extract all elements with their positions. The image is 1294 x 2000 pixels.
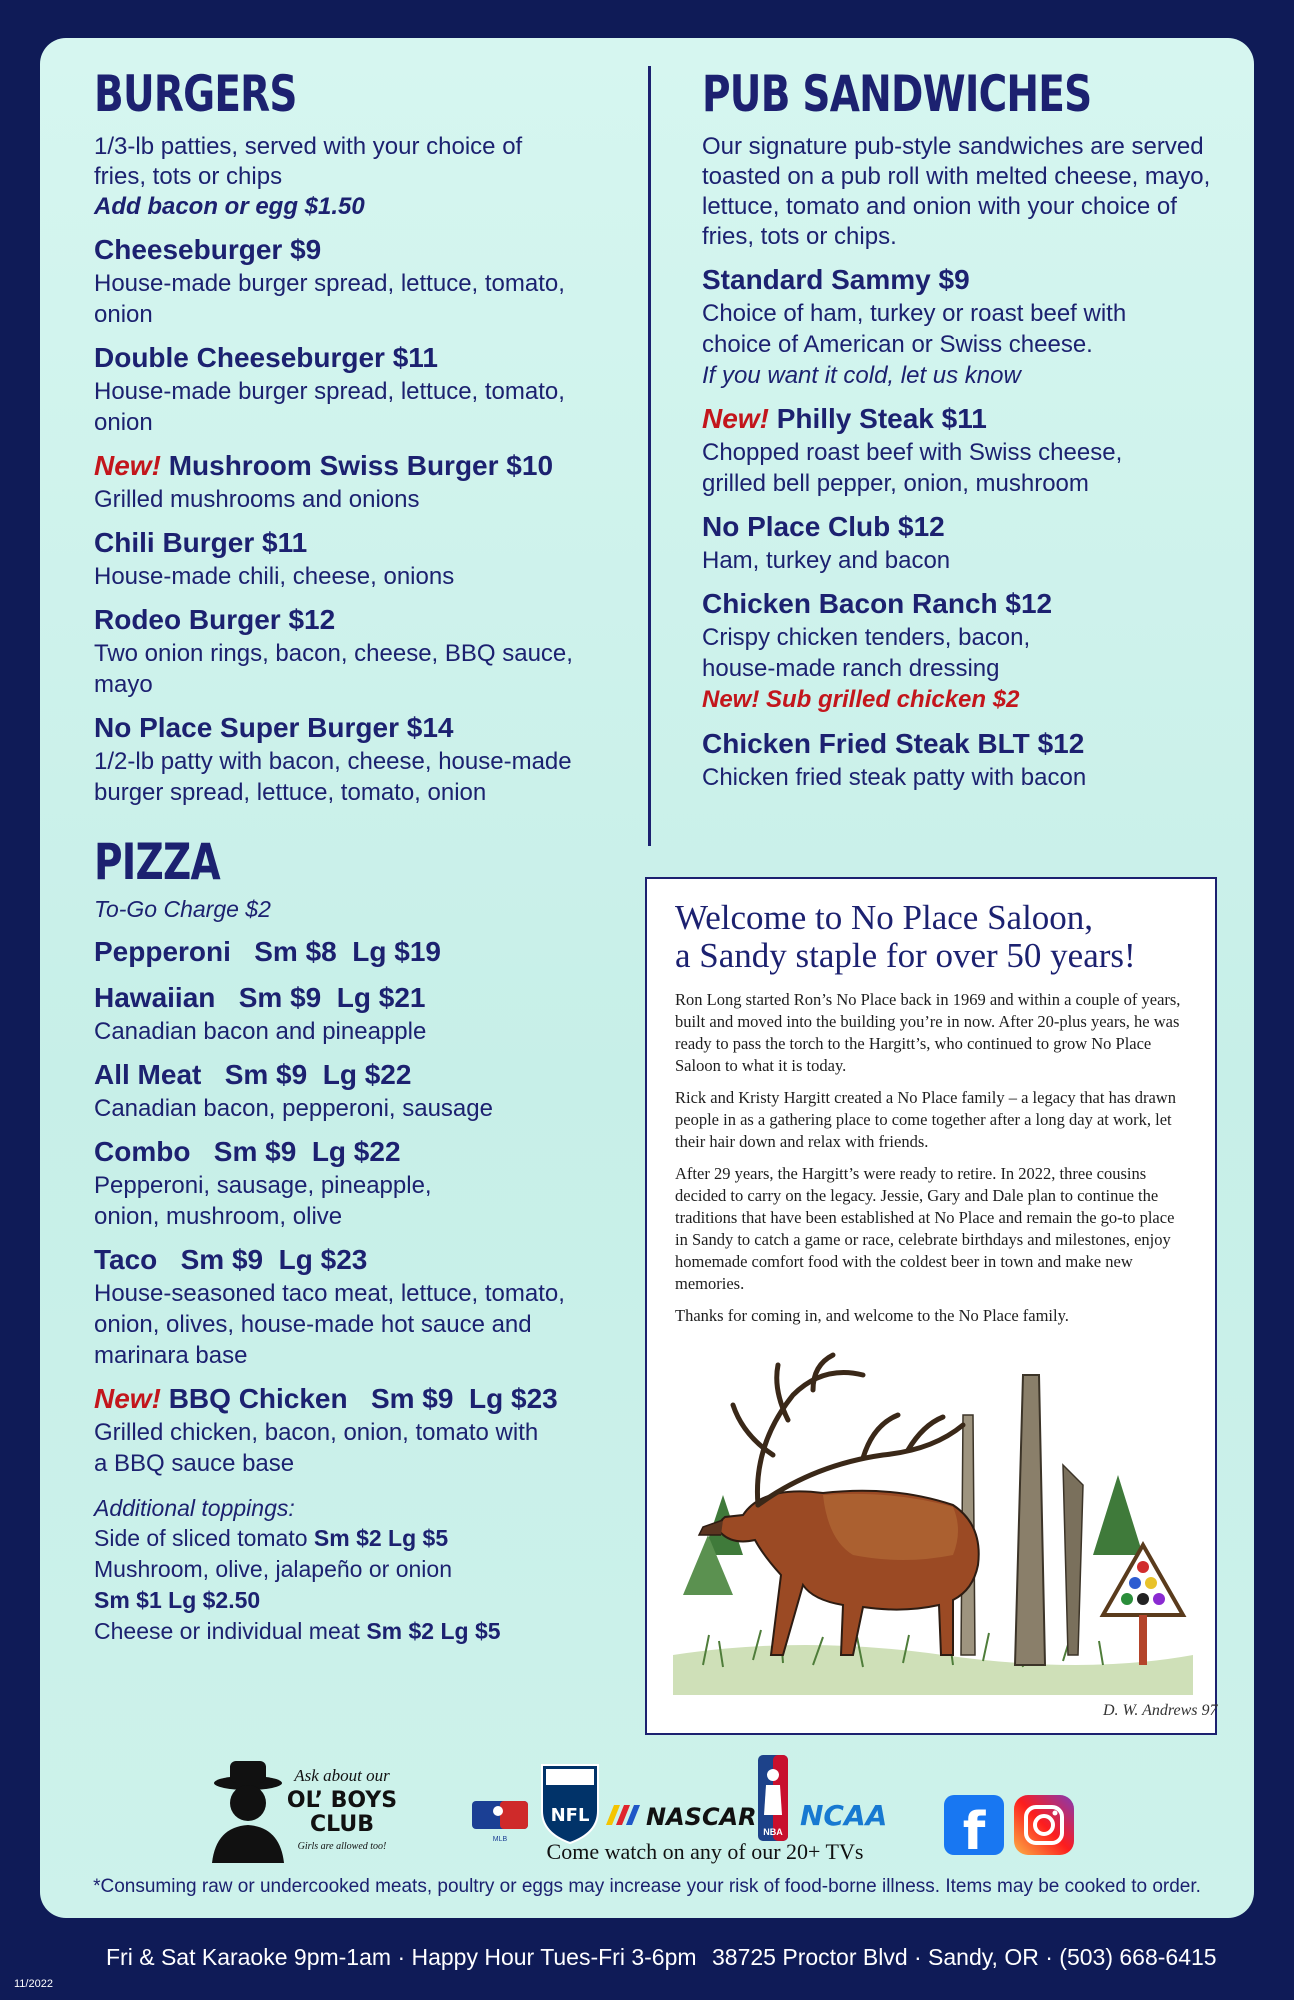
item-name-line [94,934,654,970]
pizza-title: PIZZA [94,833,220,891]
nfl-label: NFL [550,1805,590,1826]
burger-item [94,602,654,700]
pizza-item [94,980,654,1047]
burger-item [94,340,654,438]
burgers-addon-note: Add bacon or egg $1.50 [94,193,365,220]
item-description: a BBQ sauce base [94,1450,295,1477]
grass-ground [673,1630,1193,1695]
nfl-shield-logo [542,1765,598,1843]
elk-antlers [733,1355,963,1505]
welcome-paragraph: After 29 years, the Hargitt’s were ready to retire. In 2022, three cousins decided to carry on the legacy. Jessie, Gary and Dale plan to continue the traditions that have been established at No Place and remain the go-to place in Sandy to catch a game or race, celebrate birthdays and milestones, enjoy homemade comfort food with the coldest beer in town and make new memories. [675,1164,1175,1293]
welcome-paragraph: Ron Long started Ron’s No Place back in 1969 and within a couple of years, built and moved into the building you’re in now. After 20-plus years, he was ready to pass the torch to the Hargitt’s, who continued to grow No Place Saloon to what it is today. [675,990,1181,1075]
item-name-line [94,525,654,561]
burgers-intro-line: fries, tots or chips [94,163,283,190]
ol-boys-club-logo [212,1761,397,1863]
item-name-line [94,1381,654,1417]
burger-item [94,448,654,515]
item-name: Pepperoni Sm $8 Lg $19 [94,936,442,967]
item-description: Canadian bacon and pineapple [94,1018,427,1045]
topping-price: Sm $2 Lg $5 [366,1618,501,1644]
mlb-logo [472,1801,528,1843]
item-name-line [94,1242,654,1278]
item-name: Combo Sm $9 Lg $22 [94,1136,401,1167]
burger-item [94,710,654,808]
topping-text: Cheese or individual meat [94,1618,367,1644]
mlb-label: MLB [492,1836,508,1843]
item-name: Cheeseburger $9 [94,234,322,265]
item-description: onion [94,409,153,436]
topping-line [94,1585,654,1616]
item-name-line [94,1057,654,1093]
item-name-line [94,980,654,1016]
pub-intro [702,132,1222,252]
item-name: Taco Sm $9 Lg $23 [94,1244,368,1275]
item-name: BBQ Chicken Sm $9 Lg $23 [168,1383,558,1414]
item-name: Chicken Bacon Ranch $12 [702,588,1053,619]
item-description: House-made chili, cheese, onions [94,563,455,590]
item-name-line [702,262,1222,298]
item-description: marinara base [94,1342,248,1369]
burgers-intro-line: 1/3-lb patties, served with your choice of [94,133,523,160]
pub-sandwiches-title: PUB SANDWICHES [702,65,1092,123]
nba-logo [758,1755,788,1841]
burgers-title: BURGERS [94,65,297,123]
pub-intro-line: toasted on a pub roll with melted cheese, mayo, [702,163,1211,190]
welcome-paragraph: Thanks for coming in, and welcome to the No Place family. [675,1306,1069,1325]
item-name-line [94,448,654,484]
item-name: Chicken Fried Steak BLT $12 [702,728,1085,759]
club-ask-text: Ask about our [294,1766,390,1785]
pizza-togo-charge: To-Go Charge $2 [94,896,271,922]
item-name: Hawaiian Sm $9 Lg $21 [94,982,426,1013]
topping-price: Sm $2 Lg $5 [313,1525,449,1551]
item-name-line [702,401,1222,437]
billiard-rack-sign [1103,1545,1183,1665]
new-badge: New! [94,1383,161,1414]
item-description: Two onion rings, bacon, cheese, BBQ sauce, [94,640,573,667]
item-name-line [702,509,1222,545]
events-hours: Fri & Sat Karaoke 9pm-1am · Happy Hour Tues-Fri 3-6pm [106,1944,697,1970]
topping-line [94,1523,654,1554]
pub-intro-line: lettuce, tomato and onion with your choice of [702,193,1177,220]
ncaa-logo: NCAA [800,1799,888,1832]
item-name: Double Cheeseburger $11 [94,342,438,373]
item-description: onion, olives, house-made hot sauce and [94,1311,532,1338]
item-description: house-made ranch dressing [702,655,1000,682]
welcome-title-line: Welcome to No Place Saloon, [675,898,1094,937]
welcome-title-line: a Sandy staple for over 50 years! [675,936,1136,975]
facebook-icon[interactable] [944,1795,1004,1862]
club-name-line1: OL’ BOYS [286,1788,398,1813]
sandwich-item [702,401,1222,499]
club-name-line2: CLUB [309,1812,375,1837]
facebook-glyph: f [962,1802,986,1862]
new-badge: New! [94,450,161,481]
item-description: 1/2-lb patty with bacon, cheese, house-made [94,748,572,775]
topping-text: Side of sliced tomato [94,1525,314,1551]
nascar-label: NASCAR [646,1803,757,1831]
elk-illustration [663,1355,1218,1729]
tv-tagline: Come watch on any of our 20+ TVs [546,1839,864,1864]
item-description: Canadian bacon, pepperoni, sausage [94,1095,493,1122]
pizza-list [94,934,654,1479]
welcome-box [645,877,1217,1735]
item-description: mayo [94,671,153,698]
pub-sandwich-list [702,262,1222,793]
club-subtext: Girls are allowed too! [297,1841,387,1852]
item-name: Standard Sammy $9 [702,264,970,295]
item-name: Mushroom Swiss Burger $10 [168,450,554,481]
item-description: Choice of ham, turkey or roast beef with [702,300,1127,327]
item-description: Chopped roast beef with Swiss cheese, [702,439,1123,466]
item-description: House-made burger spread, lettuce, tomato, [94,378,565,405]
item-description: Pepperoni, sausage, pineapple, [94,1172,432,1199]
item-description: House-made burger spread, lettuce, tomato, [94,270,565,297]
item-description: onion [94,301,153,328]
nba-label: NBA [763,1827,783,1837]
pub-intro-line: Our signature pub-style sandwiches are served [702,133,1204,160]
burgers-intro [94,132,654,192]
item-name: Rodeo Burger $12 [94,604,336,635]
item-new-option: New! Sub grilled chicken $2 [702,686,1020,713]
left-column [94,62,654,1647]
item-description: choice of American or Swiss cheese. [702,331,1093,358]
topping-price: Sm $1 Lg $2.50 [94,1587,261,1613]
item-description: Crispy chicken tenders, bacon, [702,624,1031,651]
item-name-line [702,586,1222,622]
cowboy-icon [212,1761,284,1863]
pub-intro-line: fries, tots or chips. [702,223,897,250]
new-badge: New! [702,403,769,434]
toppings-list [94,1523,654,1647]
sandwich-item [702,509,1222,576]
food-safety-disclaimer: *Consuming raw or undercooked meats, poultry or eggs may increase your risk of food-borne illness. Items may be cooked to order. [93,1876,1201,1897]
pizza-item [94,1381,654,1479]
item-name: Philly Steak $11 [776,403,987,434]
item-name-line [94,1134,654,1170]
item-name-line [702,726,1222,762]
topping-line [94,1616,654,1647]
pizza-item [94,1057,654,1124]
item-description: Ham, turkey and bacon [702,547,951,574]
item-name-line [94,232,654,268]
item-description: Chicken fried steak patty with bacon [702,764,1087,791]
toppings-title: Additional toppings: [94,1495,295,1521]
tree-trunks [961,1375,1083,1665]
item-description: grilled bell pepper, onion, mushroom [702,470,1089,497]
right-column [702,62,1222,793]
artist-signature: D. W. Andrews 97 [1103,1702,1218,1719]
pizza-item [94,1134,654,1232]
item-name: No Place Super Burger $14 [94,712,454,743]
welcome-paragraph: Rick and Kristy Hargitt created a No Place family – a legacy that has drawn people in as a gathering place to come together after a long day at work, let their hair down and relax with friends. [675,1088,1176,1151]
pizza-item [94,934,654,970]
item-name-line [94,340,654,376]
elk-body [699,1491,979,1655]
item-description: Grilled chicken, bacon, onion, tomato with [94,1419,539,1446]
burger-item [94,525,654,592]
sandwich-item [702,586,1222,716]
nascar-logo [606,1803,757,1831]
welcome-title [675,899,1187,975]
sandwich-item [702,726,1222,793]
item-name: All Meat Sm $9 Lg $22 [94,1059,412,1090]
footer-logos [210,1755,1090,1865]
item-description: burger spread, lettuce, tomato, onion [94,779,487,806]
item-name: No Place Club $12 [702,511,945,542]
date-code: 11/2022 [14,1978,53,1990]
item-description: House-seasoned taco meat, lettuce, tomato, [94,1280,565,1307]
address-phone: 38725 Proctor Blvd · Sandy, OR · (503) 668-6415 [712,1944,1217,1970]
topping-line: Mushroom, olive, jalapeño or onion [94,1556,452,1582]
burger-list [94,232,654,808]
burger-item [94,232,654,330]
item-name: Chili Burger $11 [94,527,308,558]
item-name-line [94,602,654,638]
item-description: Grilled mushrooms and onions [94,486,420,513]
item-note: If you want it cold, let us know [702,362,1021,389]
sandwich-item [702,262,1222,391]
item-description: onion, mushroom, olive [94,1203,343,1230]
pizza-item [94,1242,654,1371]
instagram-icon[interactable] [1014,1795,1074,1855]
item-name-line [94,710,654,746]
